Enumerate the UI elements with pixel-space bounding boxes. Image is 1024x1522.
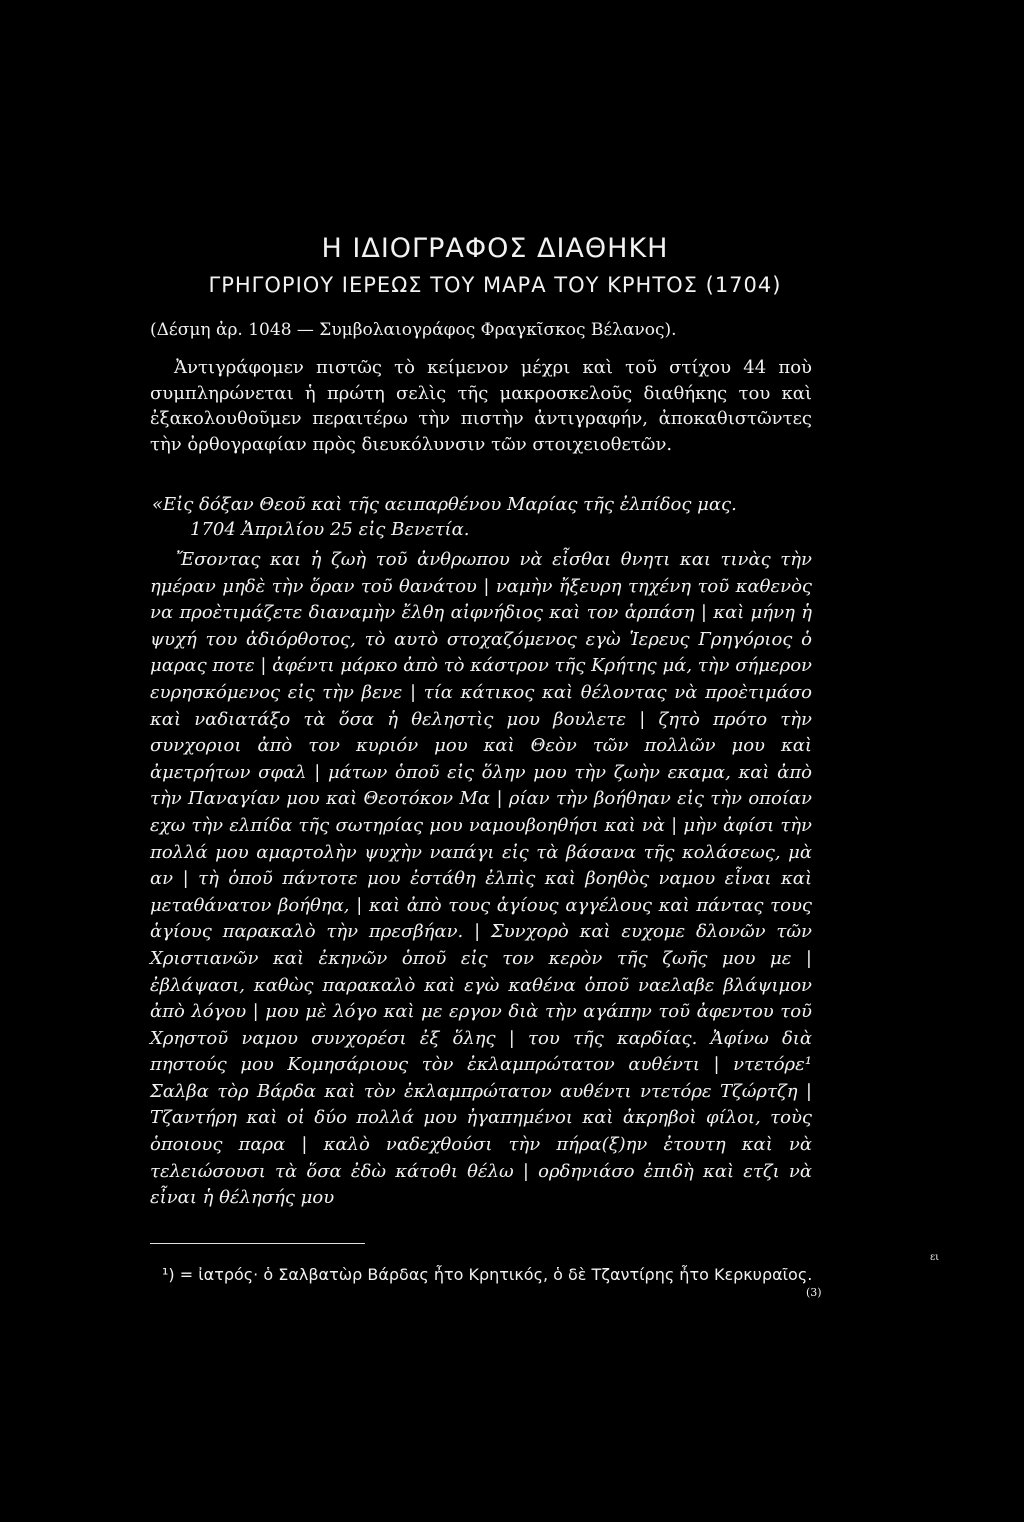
footnote-continuation-mark: ει <box>930 1252 940 1263</box>
footnote: ¹) = ἰατρός· ὁ Σαλβατὼρ Βάρδας ἦτο Κρητικός, ὁ δὲ Τζαντίρης ἦτο Κερκυραῖος. <box>162 1265 813 1284</box>
document-title: Η ΙΔΙΟΓΡΑΦΟΣ ΔΙΑΘΗΚΗ <box>321 233 669 264</box>
document-subtitle: ΓΡΗΓΟΡΙΟΥ ΙΕΡΕΩΣ ΤΟΥ ΜΑΡΑ ΤΟΥ ΚΡΗΤΟΣ (1704) <box>208 273 782 297</box>
intro-paragraph: Ἀντιγράφομεν πιστῶς τὸ κείμενον μέχρι καὶ τοῦ στίχου 44 ποὺ συμπληρώνεται ἡ πρώτη σελὶς τῆς μακροσκελοῦς διαθήκης του καὶ ἐξακολουθοῦμεν περαιτέρω τὴν πιστὴν ἀντιγραφήν, ἀποκαθιστῶντες τὴν ὀρθογραφίαν πρὸς διευκόλυνσιν τῶν στοιχειοθετῶν. <box>150 357 812 455</box>
page-number: (3) <box>806 1286 822 1299</box>
footnote-divider <box>150 1243 365 1244</box>
testament-heading-line-1: «Εἰς δόξαν Θεοῦ καὶ τῆς αειπαρθένου Μαρίας τῆς ἐλπίδος μας. <box>152 494 737 515</box>
source-reference: (Δέσμη ἀρ. 1048 — Συμβολαιογράφος Φραγκῖσκος Βέλανος). <box>150 320 677 340</box>
testament-body: Ἔσοντας και ἡ ζωὴ τοῦ ἀνθρωπου νὰ εἶσθαι θνητι και τινὰς τὴν ημέραν μηδὲ τὴν ὅραν τοῦ θανάτου | ναμὴν ἤξευρη τηχένη τοῦ καθενὸς να προὲτιμάζετε διαναμὴν ἔλθη αἰφνήδιος καὶ τον ἁρπάση | καὶ μήνη ἡ ψυχή του ἀδιόρθοτος, τὸ αυτὸ στοχαζόμενος εγὼ Ἱερευς Γρηγόριος ὁ μαρας ποτε | ἀφέντι μάρκο ἀπὸ τὸ κάστρον τῆς Κρήτης μά, τὴν σήμερον ευρησκόμενος εἰς τὴν βενε | τία κάτικος καὶ θέλοντας νὰ προὲτιμάσο καὶ ναδιατάξο τὰ ὅσα ἡ θεληστὶς μου βουλετε | ζητὸ πρότο τὴν συνχοριοι ἀπὸ τον κυριόν μου καὶ Θεὸν τῶν πολλῶν μου καὶ ἀμετρήτων σφαλ | μάτων ὁποῦ εἰς ὅλην μου τὴν ζωὴν εκαμα, καὶ ἀπὸ τὴν Παναγίαν μου καὶ Θεοτόκον Μα | ρίαν τὴν βοήθηαν εἰς τὴν οποίαν εχω τὴν ελπίδα τῆς σωτηρίας μου ναμουβοηθήσι καὶ νὰ | μὴν ἀφίσι τὴν πολλά μου αμαρτολὴν ψυχὴν ναπάγι εἰς τὰ βάσανα τῆς κολάσεως, μὰ αν | τὴ ὁποῦ πάντοτε μου ἐστάθη ἐλπὶς καὶ βοηθὸς ναμου εἶναι καὶ μεταθάνατον βοήθηα, | καὶ ἀπὸ τους ἁγίους αγγέλους καὶ πάντας τους ἁγίους παρακαλὸ τὴν πρεσβήαν. | Συνχορὸ καὶ ευχομε δλονῶν τῶν Χριστιανῶν καὶ ἐκηνῶν ὁποῦ εἰς τον κερὸν τῆς ζωῆς μου με | ἐβλάψασι, καθὼς παρακαλὸ καὶ εγὼ καθένα ὁποῦ ναελαβε βλάψιμον ἀπὸ λόγου | μου μὲ λόγο καὶ με εργον διὰ τὴν αγάπην τοῦ ἀφεντου τοῦ Χρηστοῦ ναμου συνχορέσι ἐξ ὅλης | του τῆς καρδίας. Ἀφίνω διὰ πηστούς μου Κομησάριους τὸν ἐκλαμπρώτατον αυθέντι | ντετόρε¹ Σαλβα τὸρ Βάρδα καὶ τὸν ἐκλαμπρώτατον αυθέντι ντετόρε Τζώρτζη | Τζαντήρη καὶ οἱ δύο πολλά μου ἠγαπημένοι καὶ ἀκρηβοὶ φίλοι, τοὺς ὁποιους παρα | καλὸ ναδεχθούσι τὴν πήρα(ξ)ην ἐτουτη καὶ νὰ τελειώσουσι τὰ ὅσα ἐδὼ κάτοθι θέλω | ορδηνιάσο ἐπιδὴ καὶ ετζι νὰ εἶναι ἡ θέλησής μου <box>150 549 812 1209</box>
testament-heading-line-2: 1704 Ἀπριλίου 25 εἰς Βενετία. <box>190 519 470 540</box>
